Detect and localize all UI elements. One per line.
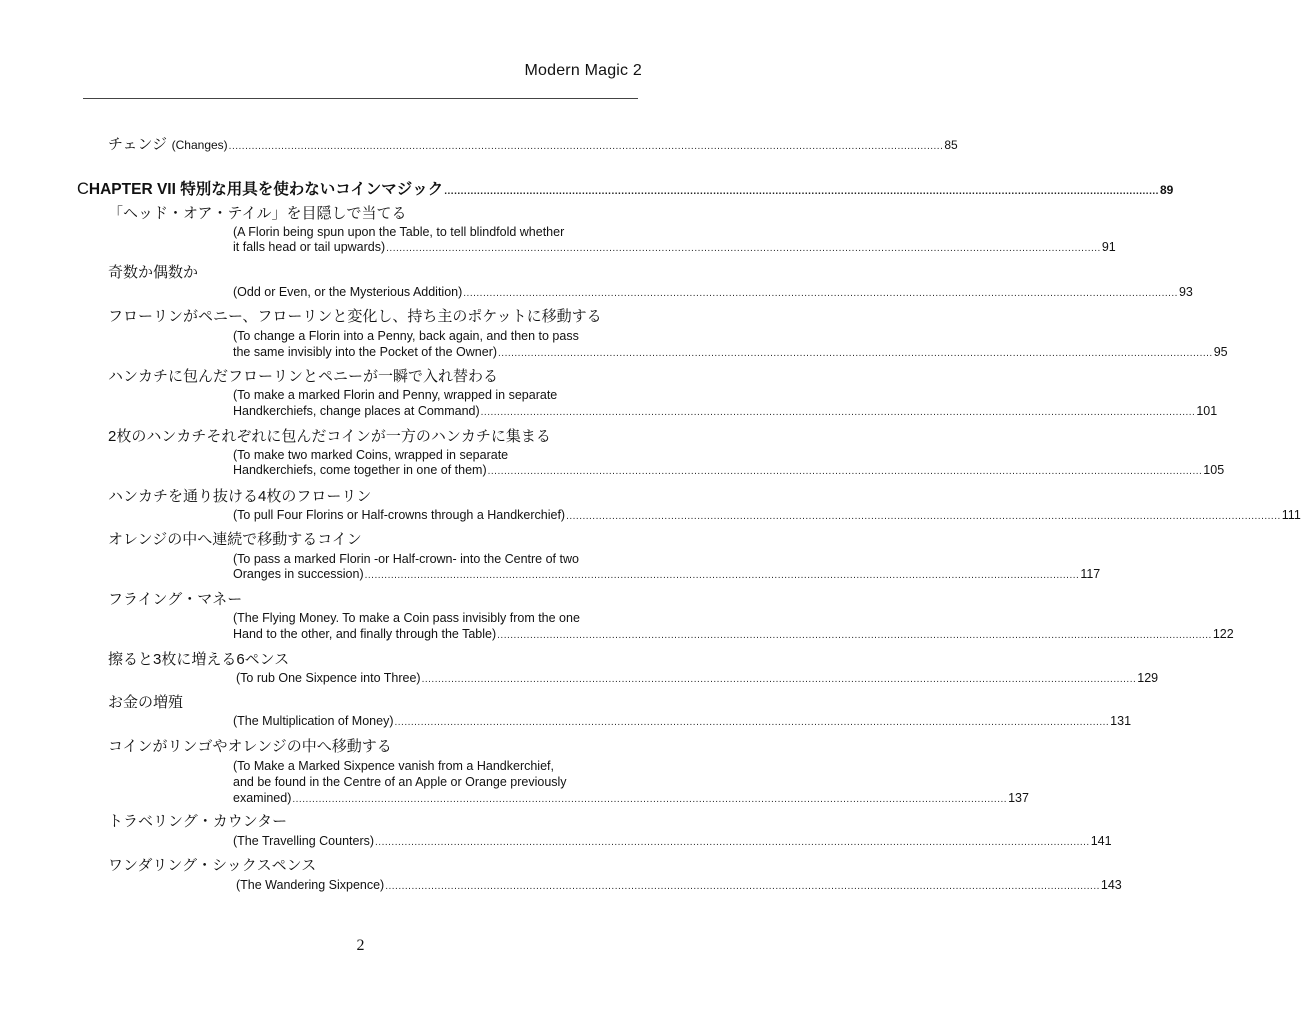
page-ref: 117 xyxy=(1080,567,1101,581)
header-rule xyxy=(83,98,638,99)
toc-entry-line xyxy=(233,834,1112,848)
page-ref: 122 xyxy=(1212,627,1234,641)
entry-desc-line: (To pass a marked Florin -or Half-crown- into the Centre of two xyxy=(233,552,579,566)
entry-title-jp: ハンカチを通り抜ける4枚のフローリン xyxy=(108,488,372,505)
page-ref: 105 xyxy=(1203,463,1225,477)
toc-entry-line xyxy=(233,285,1193,299)
entry-desc-line: Hand to the other, and finally through the Table) xyxy=(233,627,497,641)
dot-leader: .......................................................................................................................................................................................................................... xyxy=(566,511,1281,522)
dot-leader: .......................................................................................................................................................................................................................... xyxy=(498,348,1213,359)
entry-title-jp: 2枚のハンカチそれぞれに包んだコインが一方のハンカチに集まる xyxy=(108,428,551,445)
entry-desc-line: (To rub One Sixpence into Three) xyxy=(236,671,421,685)
page-ref: 91 xyxy=(1101,240,1116,254)
entry-desc-line: (The Wandering Sixpence) xyxy=(236,878,385,892)
dot-leader: .......................................................................................................................................................................................................................... xyxy=(364,570,1080,581)
dot-leader: .......................................................................................................................................................................................................................... xyxy=(292,794,1008,805)
toc-entry-line xyxy=(233,508,1301,522)
dot-leader: .......................................................................................................................................................................................................................... xyxy=(497,630,1212,641)
toc-entry-line xyxy=(236,671,1159,685)
entry-desc-line: (To Make a Marked Sixpence vanish from a Handkerchief, xyxy=(233,759,554,773)
dot-leader: .......................................................................................................................................................................................................................... xyxy=(394,717,1110,728)
toc-entry-line xyxy=(233,463,1225,477)
entry-desc-line: (To change a Florin into a Penny, back again, and then to pass xyxy=(233,329,579,343)
dot-leader: .......................................................................................................................................................................................................................... xyxy=(463,288,1178,299)
dot-leader: .......................................................................................................................................................................................................................... xyxy=(228,141,944,152)
toc-entry-line xyxy=(233,345,1228,359)
toc-entry-line xyxy=(233,404,1218,418)
dot-leader: .......................................................................................................................................................................................................................... xyxy=(487,466,1203,477)
page-ref: 137 xyxy=(1008,791,1029,805)
entry-desc-line: (Odd or Even, or the Mysterious Addition) xyxy=(233,285,463,299)
page-ref: 89 xyxy=(1159,183,1174,197)
toc-entry-line xyxy=(233,240,1116,254)
entry-desc-line: (To pull Four Florins or Half-crowns through a Handkerchief) xyxy=(233,508,566,522)
entry-desc-line: Handkerchiefs, come together in one of them) xyxy=(233,463,487,477)
entry-title-jp: お金の増殖 xyxy=(108,694,184,711)
page-ref: 85 xyxy=(944,138,958,152)
entry-title-jp: ワンダリング・シックスペンス xyxy=(108,857,317,874)
entry-desc-line: (The Travelling Counters) xyxy=(233,834,375,848)
dot-leader: .......................................................................................................................................................................................................................... xyxy=(480,407,1196,418)
entry-title-jp: コインがリンゴやオレンジの中へ移動する xyxy=(108,738,392,755)
running-header: Modern Magic 2 xyxy=(524,62,642,79)
entry-desc-line: Handkerchiefs, change places at Command) xyxy=(233,404,480,418)
chapter-initial: C xyxy=(77,180,89,198)
entry-desc-line: (The Flying Money. To make a Coin pass invisibly from the one xyxy=(233,611,580,625)
page-number: 2 xyxy=(356,937,365,954)
page-ref: 143 xyxy=(1100,878,1122,892)
entry-desc-line: (To make a marked Florin and Penny, wrapped in separate xyxy=(233,388,558,402)
page-ref: 95 xyxy=(1213,345,1228,359)
toc-entry-line xyxy=(233,791,1029,805)
entry-desc-line: examined) xyxy=(233,791,292,805)
toc-entry-line xyxy=(236,878,1122,892)
dot-leader: .......................................................................................................................................................................................................................... xyxy=(421,674,1137,685)
entry-title-jp: 奇数か偶数か xyxy=(108,264,199,281)
entry-desc-line: (A Florin being spun upon the Table, to tell blindfold whether xyxy=(233,225,565,239)
toc-entry-changes xyxy=(108,133,958,154)
dot-leader: .......................................................................................................................................................................................................................... xyxy=(385,881,1100,892)
dot-leader: .......................................................................................................................................................................................................................... xyxy=(444,186,1159,197)
page-ref: 131 xyxy=(1110,714,1132,728)
entry-title-jp: フライング・マネー xyxy=(108,591,243,608)
entry-title-jp: ハンカチに包んだフローリンとペニーが一瞬で入れ替わる xyxy=(108,368,499,385)
dot-leader: .......................................................................................................................................................................................................................... xyxy=(386,243,1101,254)
toc-chapter-heading xyxy=(77,177,1174,199)
dot-leader: .......................................................................................................................................................................................................................... xyxy=(375,837,1090,848)
entry-title-jp: 「ヘッド・オア・テイル」を目隠しで当てる xyxy=(108,205,407,222)
toc-entry-line xyxy=(233,567,1101,581)
entry-desc-line: (The Multiplication of Money) xyxy=(233,714,394,728)
entry-title-jp: フローリンがペニー、フローリンと変化し、持ち主のポケットに移動する xyxy=(108,308,602,325)
entry-title-jp: オレンジの中へ連続で移動するコイン xyxy=(108,531,362,548)
entry-desc-line: it falls head or tail upwards) xyxy=(233,240,386,254)
chapter-title: HAPTER VII 特別な用具を使わないコインマジック xyxy=(88,181,444,198)
toc-entry-line xyxy=(233,627,1234,641)
entry-title-jp: チェンジ xyxy=(108,136,168,153)
page-ref: 93 xyxy=(1178,285,1193,299)
page-ref: 141 xyxy=(1090,834,1112,848)
entry-title-en: (Changes) xyxy=(171,138,228,152)
page-ref: 111 xyxy=(1281,508,1301,522)
toc-entry-line xyxy=(233,714,1132,728)
page-ref: 101 xyxy=(1196,404,1218,418)
entry-desc-line: Oranges in succession) xyxy=(233,567,364,581)
entry-desc-line: (To make two marked Coins, wrapped in separate xyxy=(233,448,509,462)
entry-title-jp: 擦ると3枚に増える6ペンス xyxy=(108,651,290,668)
page-ref: 129 xyxy=(1137,671,1159,685)
entry-desc-line: and be found in the Centre of an Apple or Orange previously xyxy=(233,775,567,789)
entry-desc-line: the same invisibly into the Pocket of the Owner) xyxy=(233,345,498,359)
entry-title-jp: トラベリング・カウンター xyxy=(108,813,288,830)
